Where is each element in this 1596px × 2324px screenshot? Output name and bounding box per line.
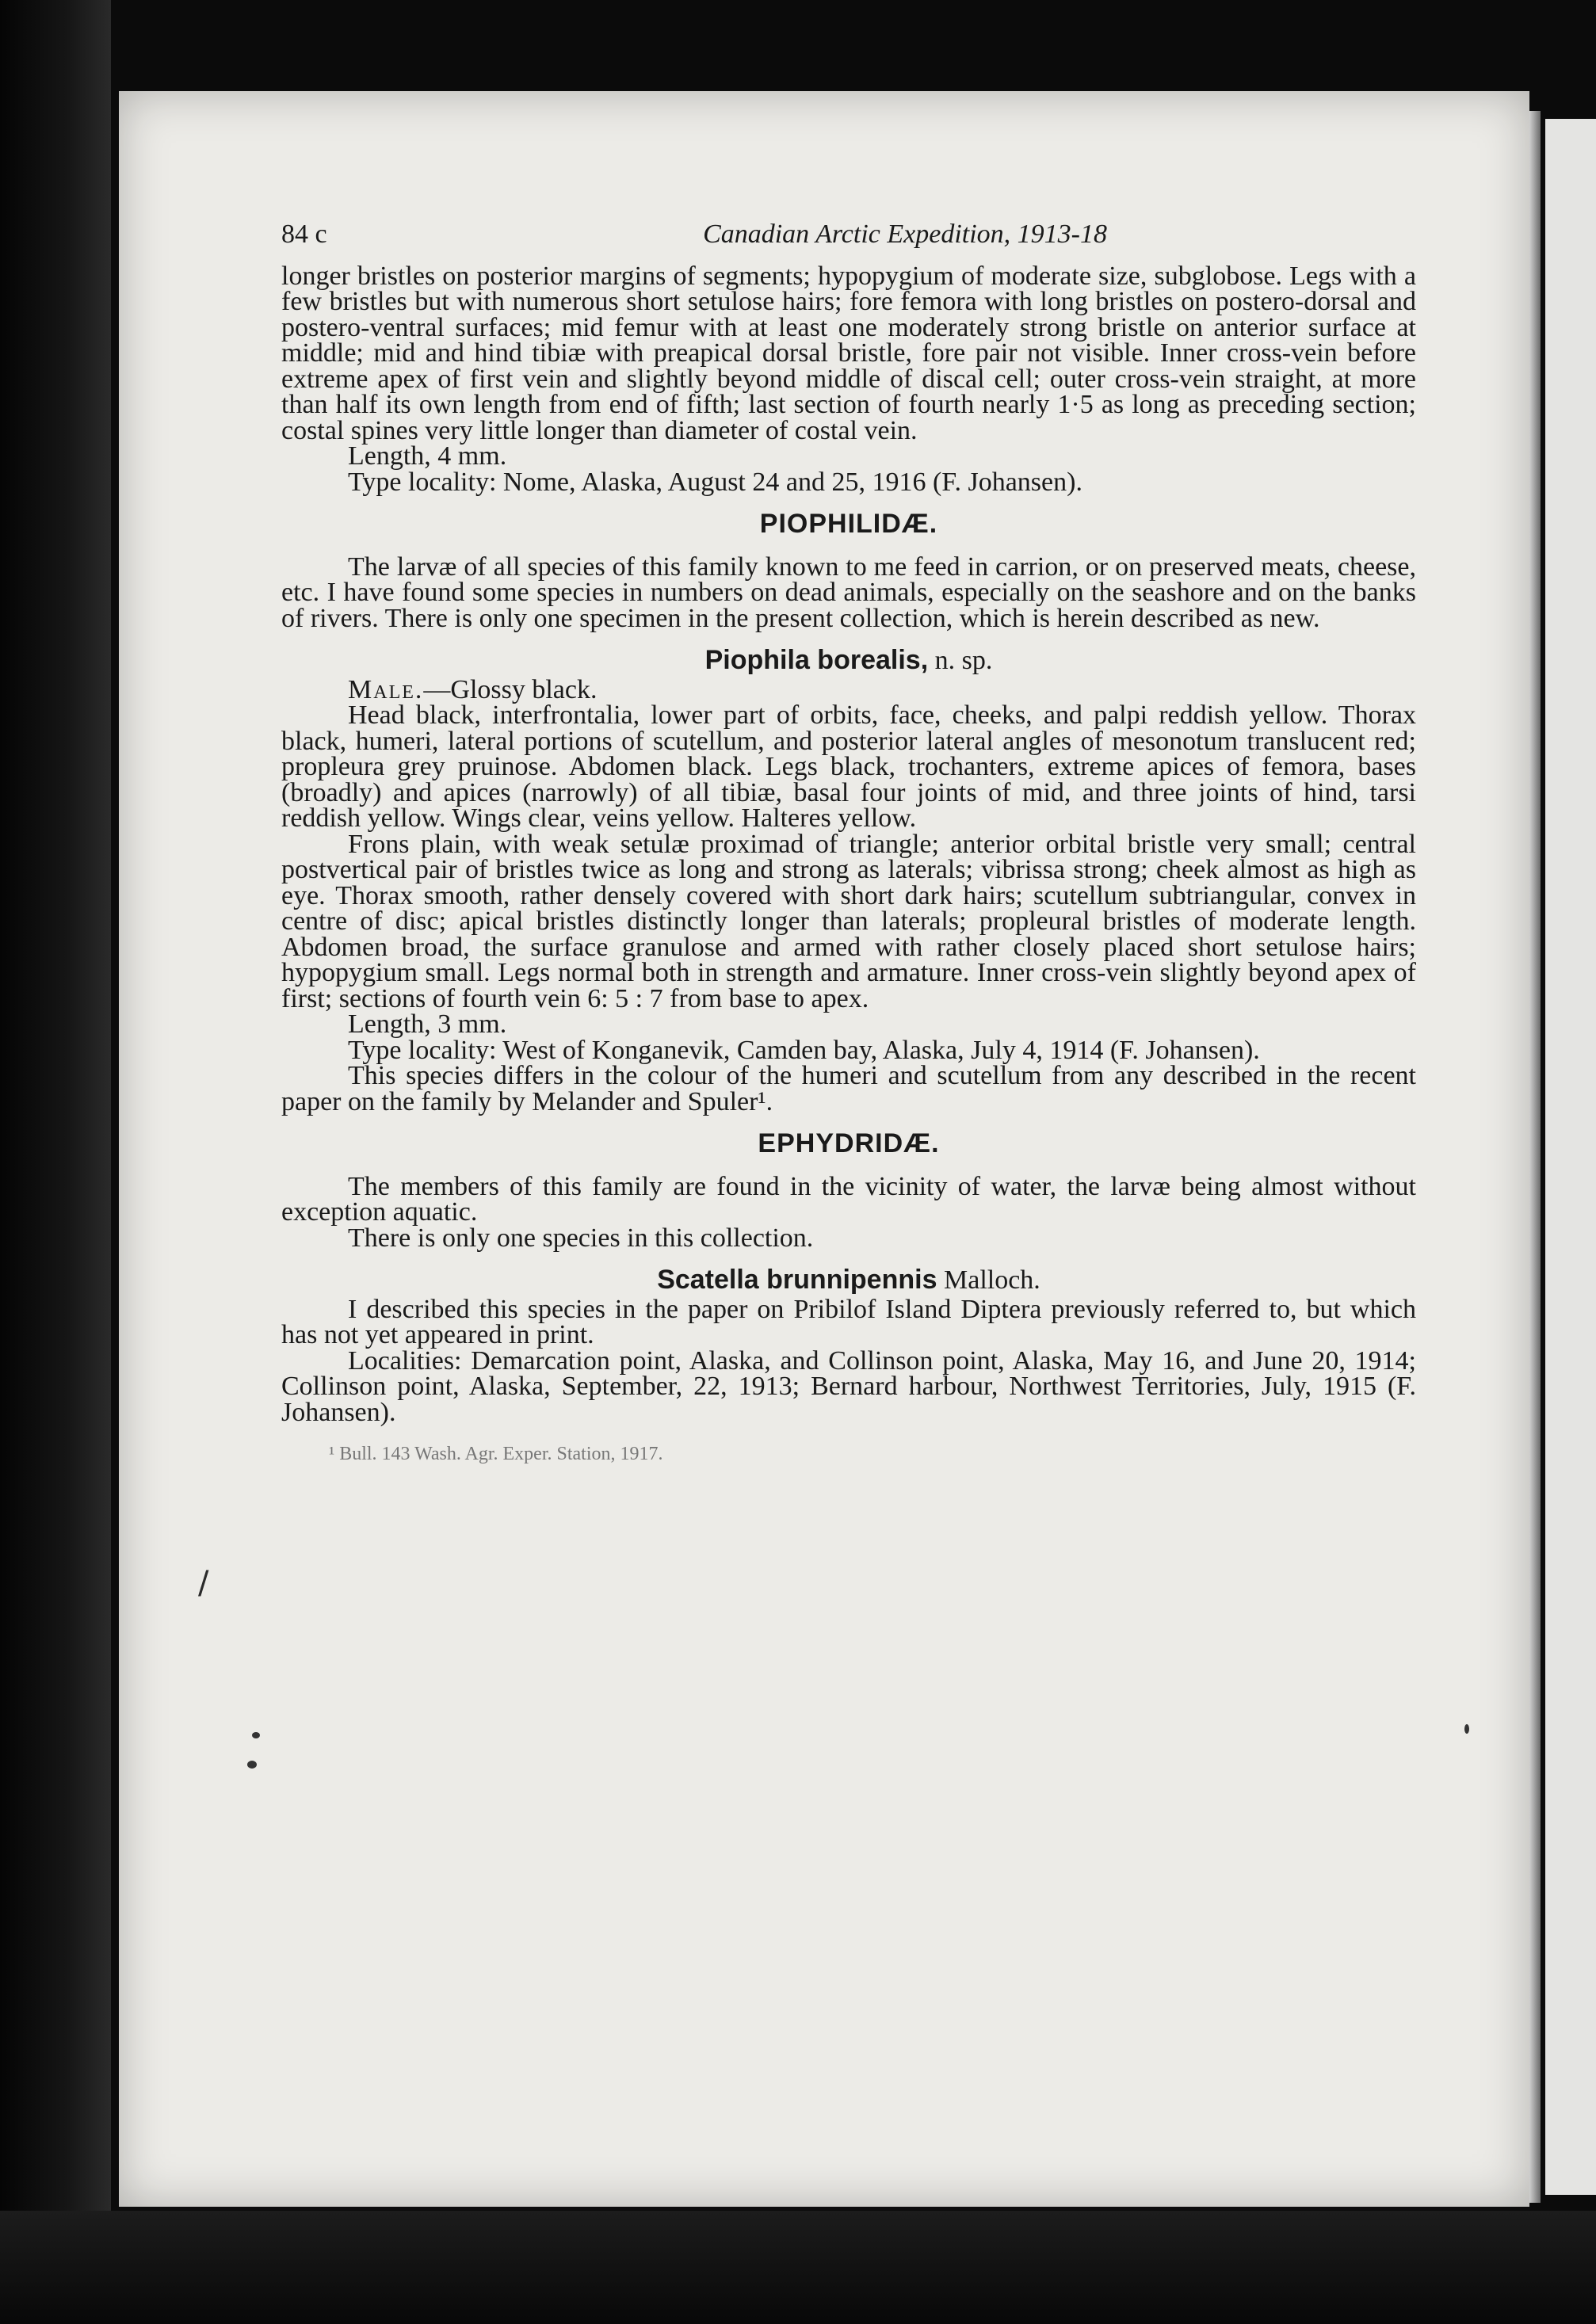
page-edge — [1529, 111, 1541, 2203]
body-content — [281, 261, 1416, 1427]
paragraph: The larvæ of all species of this family known to me feed in carrion, or on preserved meats, cheese, etc. I have found some species in numbers on dead animals, especially on the seashore and on the banks of rivers. There is only one specimen in the present collection, which is herein described as new. — [281, 551, 1416, 633]
species-authority: n. sp. — [928, 646, 993, 675]
paragraph: Male.—Glossy black. — [348, 674, 598, 704]
paragraph: This species differs in the colour of the humeri and scutellum from any described in the recent paper on the family by Melander and Spuler¹. — [281, 1061, 1416, 1116]
margin-dot-mark — [1464, 1724, 1469, 1734]
paragraph: There is only one species in this collection. — [348, 1223, 814, 1253]
species-name: Scatella brunnipennis — [657, 1265, 937, 1295]
paragraph: Frons plain, with weak setulæ proximad of triangle; anterior orbital bristle very small; central postvertical pair of bristles twice as long and strong as laterals; vibrissa strong; cheek almost as high as eye. Thorax smooth, rather densely covered with short dark hairs; scutellum subtriangular, convex in centre of disc; apical bristles distinctly longer than laterals; propleural bristles of moderate length. Abdomen broad, the surface granulose and armed with rather closely placed short setulose hairs; hypopygium small. Legs normal both in strength and armature. Inner cross-vein slightly beyond apex of first; sections of fourth vein 6: 5 : 7 from base to apex. — [281, 829, 1416, 1013]
margin-slash-mark: / — [198, 1565, 209, 1601]
sex-label: Male. — [348, 674, 424, 704]
film-border-left — [0, 0, 111, 2324]
section-heading: PIOPHILIDÆ. — [759, 509, 938, 539]
paragraph: I described this species in the paper on Pribilof Island Diptera previously referred to, but which has not yet appeared in print. — [281, 1294, 1416, 1349]
paragraph: Localities: Demarcation point, Alaska, and Collinson point, Alaska, May 16, and June 20, 1914; Collinson point, Alaska, September, 22, 1913; Bernard harbour, Northwest Territories, July, 1915 (F. Johansen). — [281, 1345, 1416, 1427]
film-border-bottom — [0, 2211, 1596, 2324]
margin-dot-mark — [247, 1761, 257, 1769]
paragraph: Length, 4 mm. — [348, 441, 507, 471]
page-header — [281, 219, 1416, 249]
paragraph: The members of this family are found in the vicinity of water, the larvæ being almost without exception aquatic. — [281, 1171, 1416, 1227]
paragraph: Head black, interfrontalia, lower part of orbits, face, cheeks, and palpi reddish yellow. Thorax black, humeri, lateral portions of scutellum, and posterior lateral angles of mesonotum translucent red; propleura grey pruinose. Abdomen black. Legs black, trochanters, extreme apices of femora, bases (broadly) and apices (narrowly) of all tibiæ, basal four joints of mid, and three joints of hind, tarsi reddish yellow. Wings clear, veins yellow. Halteres yellow. — [281, 700, 1416, 833]
page-number: 84 c — [281, 219, 327, 249]
paragraph: Length, 3 mm. — [348, 1009, 507, 1039]
species-heading — [281, 1267, 1416, 1294]
section-heading: EPHYDRIDÆ. — [758, 1128, 940, 1158]
species-authority: Malloch. — [937, 1265, 1040, 1295]
species-name: Piophila borealis, — [704, 645, 929, 675]
page-text — [281, 219, 1416, 1467]
paragraph: Type locality: West of Konganevik, Camden bay, Alaska, July 4, 1914 (F. Johansen). — [348, 1035, 1260, 1065]
running-title: Canadian Arctic Expedition, 1913-18 — [703, 219, 1107, 249]
paragraph: Type locality: Nome, Alaska, August 24 and 25, 1916 (F. Johansen). — [348, 467, 1082, 497]
paragraph: longer bristles on posterior margins of segments; hypopygium of moderate size, subglobose. Legs with a few bristles but with numerous short setulose hairs; fore femora with long bristles on postero-dorsal and postero-ventral surfaces; mid femur with at least one moderately strong bristle on anterior surface at middle; mid and hind tibiæ with preapical dorsal bristle, fore pair not visible. Inner cross-vein before extreme apex of first vein and slightly beyond middle of discal cell; outer cross-vein straight, at more than half its own length from end of fifth; last section of fourth nearly 1·5 as long as preceding section; costal spines very little longer than diameter of costal vein. — [281, 261, 1416, 445]
footnote: ¹ Bull. 143 Wash. Agr. Exper. Station, 1917. — [329, 1444, 663, 1464]
adjacent-page-strip — [1545, 119, 1596, 2195]
species-heading — [281, 647, 1416, 674]
margin-dot-mark — [252, 1732, 260, 1738]
